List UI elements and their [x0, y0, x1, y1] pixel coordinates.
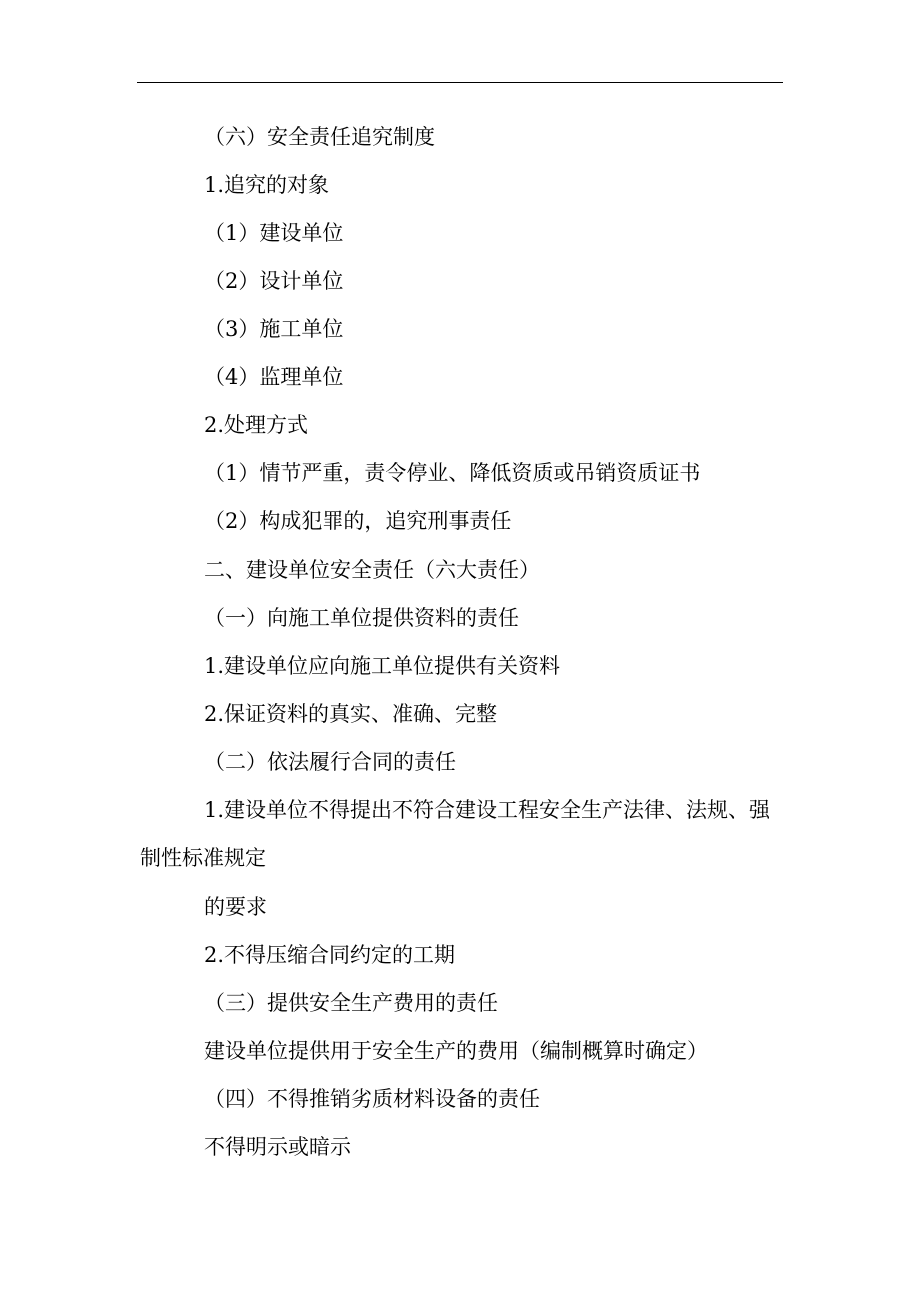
heading-line: （三）提供安全生产费用的责任	[204, 991, 498, 1015]
header-rule	[137, 82, 783, 83]
text-line: （1）情节严重，责令停业、降低资质或吊销资质证书	[204, 461, 701, 485]
heading-line: （六）安全责任追究制度	[204, 125, 435, 149]
heading-line: （一）向施工单位提供资料的责任	[204, 606, 519, 630]
section-heading: 二、建设单位安全责任（六大责任）	[204, 558, 540, 582]
heading-line: （二）依法履行合同的责任	[204, 750, 456, 774]
text-line: 1.建设单位不得提出不符合建设工程安全生产法律、法规、强	[204, 798, 771, 822]
text-line: 建设单位提供用于安全生产的费用（编制概算时确定）	[204, 1039, 708, 1063]
text-line: 不得明示或暗示	[204, 1135, 351, 1159]
text-line: 2.不得压缩合同约定的工期	[204, 943, 456, 967]
text-line: （2）设计单位	[204, 269, 344, 293]
text-line: 的要求	[204, 895, 267, 919]
text-line: （4）监理单位	[204, 365, 344, 389]
text-line: 1.建设单位应向施工单位提供有关资料	[204, 654, 561, 678]
text-line: （3）施工单位	[204, 317, 344, 341]
text-line: （1）建设单位	[204, 221, 344, 245]
text-line: （2）构成犯罪的，追究刑事责任	[204, 509, 512, 533]
text-line: 1.追究的对象	[204, 173, 330, 197]
text-line: 2.保证资料的真实、准确、完整	[204, 702, 498, 726]
text-line: 2.处理方式	[204, 413, 309, 437]
heading-line: （四）不得推销劣质材料设备的责任	[204, 1087, 540, 1111]
text-line: 制性标准规定	[140, 846, 266, 870]
